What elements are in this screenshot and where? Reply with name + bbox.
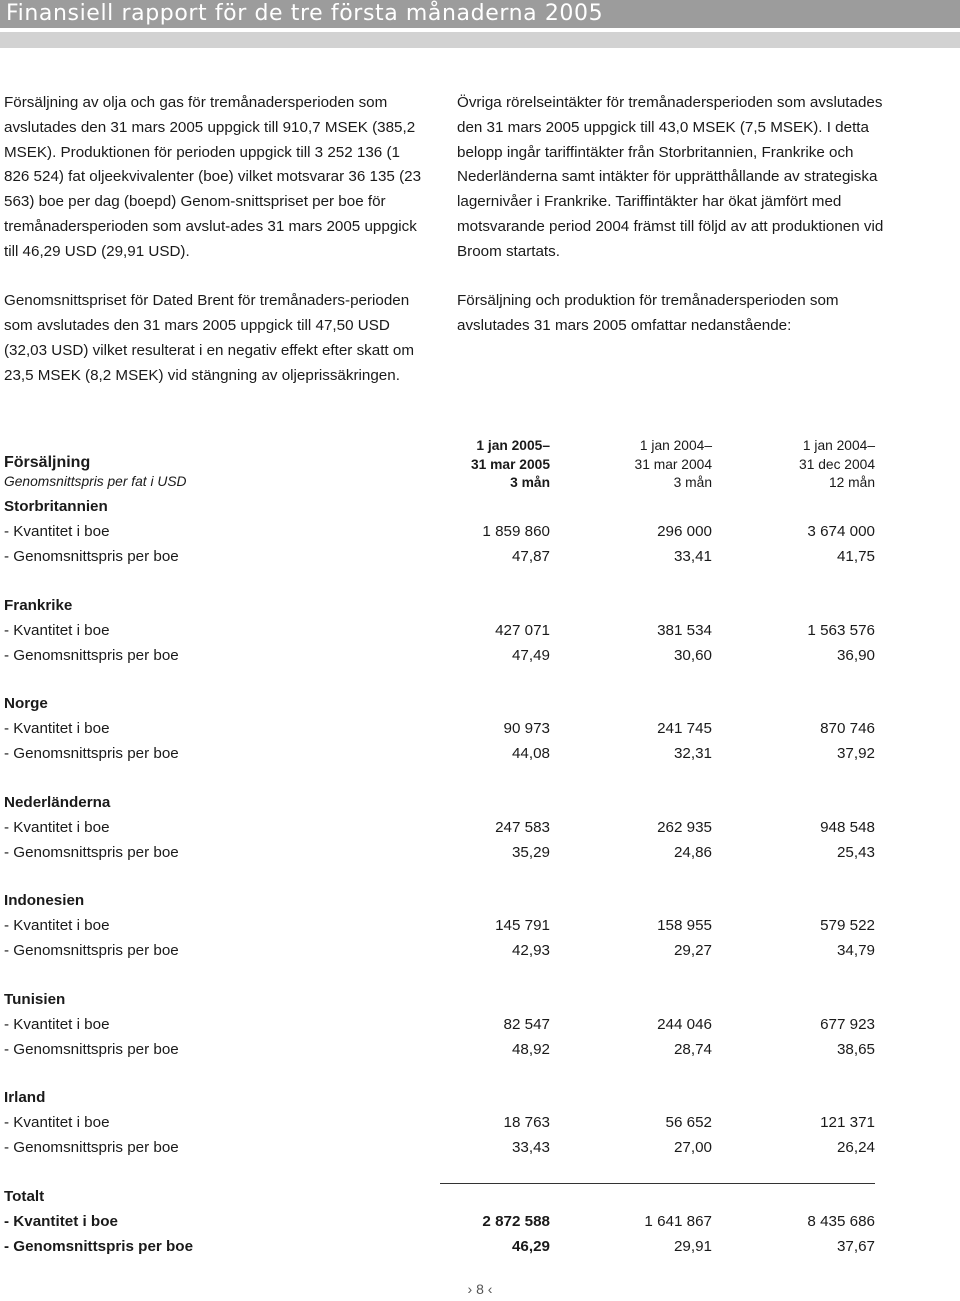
total-price-row [0,1235,960,1259]
column-header-line: 3 mån [673,475,712,490]
quantity-row-value: 427 071 [495,621,550,639]
price-row-value: 48,92 [511,1040,550,1058]
section-heading-label: Nederländerna [4,793,111,811]
price-row-label: - Genomsnittspris per boe [4,1139,179,1156]
quantity-row-value: 677 923 [820,1015,875,1033]
quantity-row [0,619,960,643]
total-quantity-value: 8 435 686 [807,1213,875,1230]
quantity-row-value: 579 522 [820,917,875,934]
quantity-row [0,520,960,544]
section-heading [0,889,960,913]
quantity-row-value: 121 371 [820,1114,875,1131]
page-number: › 8 ‹ [467,1281,493,1297]
total-quantity-label: - Kvantitet i boe [4,1213,118,1230]
price-row-value: 24,86 [673,843,712,861]
quantity-row-value: 870 746 [820,720,875,737]
section-heading-label: Tunisien [4,990,66,1008]
right-column [457,91,887,364]
paragraph-sales: Försäljning av olja och gas för tremånadersperioden som avslutades den 31 mars 2005 uppgick till 910,7 MSEK (385,2 MSEK). Produktionen för perioden uppgick till 3 252 136 (1 826 524) fat oljeekvivalenter (boe) vilket motsvarar 36 135 (23 563) boe per dag (boepd) Genom-snittspriset per boe för tremånadersperioden som avslut-ades 31 mars 2005 uppgick till 46,29 USD (29,91 USD). [4,94,422,260]
quantity-row-value: 145 791 [495,917,550,934]
quantity-row-label: - Kvantitet i boe [4,917,110,934]
column-header-line: 1 jan 2005– [476,438,550,453]
quantity-row-value: 90 973 [503,720,550,737]
total-price-value: 37,67 [836,1238,875,1255]
section-heading-label: Storbritannien [4,498,108,515]
price-row-value: 37,92 [836,745,875,762]
column-header-line: 1 jan 2004– [639,438,712,453]
price-row [0,742,960,766]
quantity-row [0,717,960,741]
section-heading [0,791,960,815]
quantity-row-value: 1 563 576 [807,621,875,639]
price-row-value: 35,29 [511,843,550,861]
paragraph-brent: Genomsnittspriset för Dated Brent för tremånaders-perioden som avslutades den 31 mars 2005 uppgick till 47,50 USD (32,03 USD) vilket resulterat i en negativ effekt efter skatt om 23,5 MSEK (8,2 MSEK) vid stängning av oljeprissäkringen. [4,292,414,384]
price-row-value: 33,41 [673,548,712,565]
price-row-value: 41,75 [836,548,875,565]
table-title-label: Försäljning [4,454,91,471]
quantity-row-value: 381 534 [657,621,712,639]
total-quantity-value: 1 641 867 [644,1213,712,1230]
section-heading [0,692,960,716]
total-price-label: - Genomsnittspris per boe [4,1238,194,1255]
column-header-line: 3 mån [510,475,550,490]
quantity-row [0,1013,960,1037]
left-column [4,91,424,413]
price-row [0,644,960,668]
price-row-label: - Genomsnittspris per boe [4,1040,179,1058]
quantity-row-value: 158 955 [657,917,712,934]
price-row-value: 32,31 [673,745,712,762]
price-row [0,1038,960,1062]
quantity-row-label: - Kvantitet i boe [4,523,110,540]
price-row-value: 29,27 [673,942,712,959]
price-row-value: 47,87 [511,548,550,565]
price-row-value: 30,60 [673,646,712,664]
price-row-label: - Genomsnittspris per boe [4,646,179,664]
quantity-row-value: 1 859 860 [482,523,550,540]
quantity-row-value: 82 547 [503,1015,550,1033]
section-heading [0,988,960,1012]
price-row-label: - Genomsnittspris per boe [4,942,179,959]
column-header-line: 31 mar 2005 [470,456,550,472]
section-heading [0,1086,960,1110]
total-price-value: 29,91 [673,1238,712,1255]
section-heading-label: Norge [4,695,48,712]
quantity-row-value: 262 935 [657,818,712,836]
price-row-value: 27,00 [673,1139,712,1156]
section-heading-label: Irland [4,1089,46,1106]
section-heading [0,594,960,618]
column-header-line: 12 mån [828,475,875,490]
quantity-row-value: 244 046 [657,1015,712,1033]
price-row-value: 47,49 [511,646,550,664]
quantity-row-label: - Kvantitet i boe [4,621,110,639]
price-row [0,1136,960,1160]
quantity-row-label: - Kvantitet i boe [4,720,110,737]
price-row-label: - Genomsnittspris per boe [4,745,179,762]
quantity-row [0,816,960,840]
column-header-line: 1 jan 2004– [802,438,875,453]
price-row [0,545,960,569]
price-row [0,939,960,963]
price-row-value: 28,74 [673,1040,712,1058]
table-subtitle-label: Genomsnittspris per fat i USD [4,474,187,489]
quantity-row [0,914,960,938]
table-subtitle [0,470,960,494]
paragraph-intro-table: Försäljning och produktion för tremånadersperioden som avslutades 31 mars 2005 omfattar nedanstående: [457,292,839,335]
price-row-label: - Genomsnittspris per boe [4,843,179,861]
section-heading-label: Frankrike [4,596,73,614]
quantity-row-value: 948 548 [820,818,875,836]
section-heading-label: Indonesien [4,892,85,909]
price-row-label: - Genomsnittspris per boe [4,548,179,565]
total-heading-label: Totalt [4,1188,45,1205]
column-header-line: 31 mar 2004 [634,456,712,472]
quantity-row-value: 241 745 [657,720,712,737]
total-rule [440,1183,875,1184]
total-quantity-row [0,1210,960,1234]
price-row-value: 33,43 [511,1139,550,1156]
header-divider [0,32,960,48]
total-heading [0,1185,960,1209]
quantity-row-value: 296 000 [657,523,712,540]
price-row [0,841,960,865]
quantity-row-label: - Kvantitet i boe [4,818,110,836]
price-row-value: 34,79 [836,942,875,959]
total-price-value: 46,29 [511,1238,550,1255]
price-row-value: 44,08 [511,745,550,762]
price-row-value: 42,93 [511,942,550,959]
price-row-value: 26,24 [836,1139,875,1156]
column-header-line: 31 dec 2004 [799,456,875,472]
quantity-row-label: - Kvantitet i boe [4,1015,110,1033]
price-row-value: 38,65 [836,1040,875,1058]
quantity-row-value: 18 763 [503,1114,550,1131]
page-title: Finansiell rapport för de tre första månaderna 2005 [6,1,604,26]
quantity-row [0,1111,960,1135]
quantity-row-value: 247 583 [495,818,550,836]
price-row-value: 36,90 [836,646,875,664]
quantity-row-label: - Kvantitet i boe [4,1114,110,1131]
total-quantity-value: 2 872 588 [482,1213,550,1230]
paragraph-other-income: Övriga rörelseintäkter för tremånadersperioden som avslutades den 31 mars 2005 uppgick till 43,0 MSEK (7,5 MSEK). I detta belopp ingår tariffintäkter från Storbritannien, Frankrike och Nederländerna samt intäkter för upprätthållande av strategiska lagernivåer i Frankrike. Tariffintäkter har ökat jämfört med motsvarande period 2004 främst till följd av att produktionen vid Broom startats. [457,94,884,260]
price-row-value: 25,43 [836,843,875,861]
quantity-row-value: 56 652 [665,1114,712,1131]
quantity-row-value: 3 674 000 [807,523,875,540]
section-heading [0,495,960,519]
